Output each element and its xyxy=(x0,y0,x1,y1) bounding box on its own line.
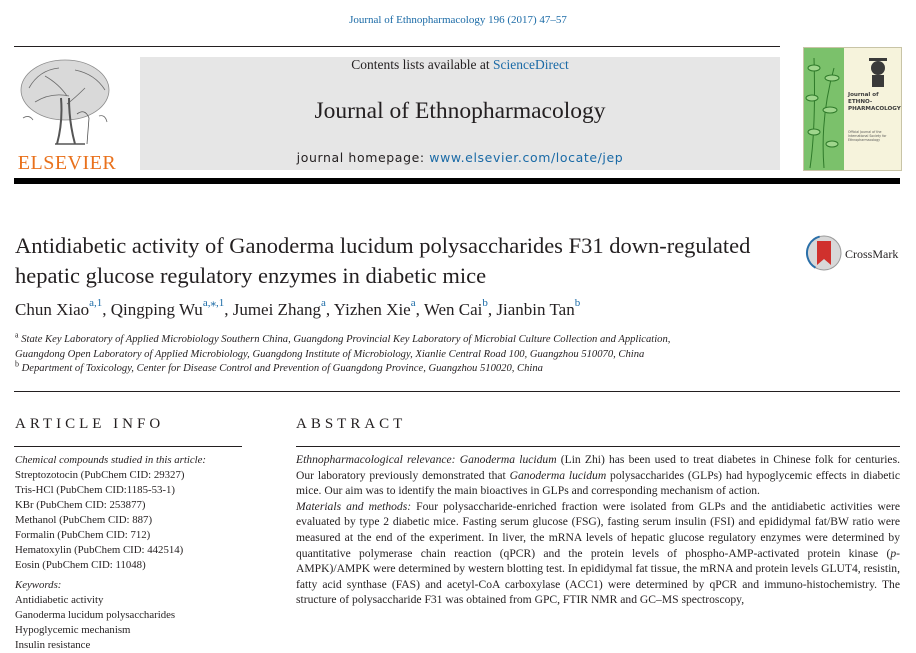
article-info-panel xyxy=(15,453,255,653)
abstract-subheading: Ethnopharmacological relevance: xyxy=(296,453,456,466)
keyword-item: Hypoglycemic mechanism xyxy=(15,624,131,636)
journal-reference[interactable]: Journal of Ethnopharmacology 196 (2017) 47–57 xyxy=(349,14,567,26)
abstract-text: polysaccharides (GLPs) had hypoglycemic effects in diabetic mice. Our aim was to identify the main bioactives in GLPs and corresponding mechanism of action. xyxy=(296,468,901,498)
author-name[interactable]: Yizhen Xie xyxy=(333,300,411,319)
contents-prefix: Contents lists available at xyxy=(351,57,493,72)
abstract-text: -AMPK)/AMPK were determined by western blotting test. In epididymal fat tissue, the mRNA and protein levels GLUT4, resistin, fatty acid synthase (FAS) and acetyl-CoA carboxylase (ACC1) were determined by qPCR and immuno-histochemistry. The structure of polysaccharide F31 was obtained from GPC, FTIR NMR and GC–MS spectroscopy, xyxy=(296,546,900,607)
author-name[interactable]: Wen Cai xyxy=(423,300,483,319)
article-title: Antidiabetic activity of Ganoderma lucidum polysaccharides F31 down-regulated hepatic glucose regulatory enzymes in diabetic mice xyxy=(15,233,751,288)
journal-homepage-link[interactable]: www.elsevier.com/locate/jep xyxy=(429,150,624,165)
author-name[interactable]: Jianbin Tan xyxy=(496,300,575,319)
homepage-line xyxy=(140,150,780,165)
compound-item: Tris-HCl (PubChem CID:1185-53-1) xyxy=(15,484,175,496)
author-affiliation-marker[interactable]: a xyxy=(321,297,326,310)
abstract-body xyxy=(296,452,900,608)
abstract-text: Four polysaccharide-enriched fraction were isolated from GLPs and the antidiabetic activities were evaluated by type 2 diabetic mice. Fasting serum glucose (FSG), fasting serum insulin (FSI) and epididymal fat/BW ratio were measured at the end of the experiment. In liver, the mRNA levels of hepatic glucose regulatory enzymes were determined by quantitative polymerase chain reaction (qPCR) and the protein levels of phospho-AMP-activated protein kinase ( xyxy=(296,499,900,560)
affiliation-b-line1 xyxy=(15,359,543,374)
abstract-paragraph-relevance xyxy=(296,452,900,499)
keyword-item: Insulin resistance xyxy=(15,639,91,651)
author-separator: , xyxy=(325,300,334,319)
author-affiliation-marker[interactable]: a xyxy=(410,297,416,310)
sciencedirect-link[interactable]: ScienceDirect xyxy=(493,57,569,72)
author-separator: , xyxy=(102,300,111,319)
cover-subtitle: Official Journal of the International Society for Ethnopharmacology xyxy=(848,130,887,142)
article-info-rule xyxy=(14,446,242,447)
header-thick-rule xyxy=(14,178,900,184)
author-name[interactable]: Chun Xiao xyxy=(15,300,90,319)
compound-item: Streptozotocin (PubChem CID: 29327) xyxy=(15,469,185,481)
abstract-text: (Lin Zhi) has been used to treat diabetes in Chinese folk for centuries. Our laboratory previously demonstrated that xyxy=(296,453,900,482)
cover-title: Journal of ETHNO-PHARMACOLOGY xyxy=(848,92,901,112)
journal-name: Journal of Ethnopharmacology xyxy=(314,98,606,124)
author-affiliation-marker[interactable]: b xyxy=(574,297,581,310)
compound-item: Methanol (PubChem CID: 887) xyxy=(15,514,153,526)
crossmark-label: CrossMark xyxy=(845,247,899,261)
top-rule xyxy=(14,46,780,47)
author-separator: , xyxy=(487,300,497,319)
abstract-subheading: Materials and methods: xyxy=(296,499,412,513)
journal-masthead xyxy=(140,57,780,170)
abstract-italic-p: p xyxy=(890,546,897,560)
species-name: Ganoderma lucidum xyxy=(509,468,607,482)
crossmark-badge[interactable] xyxy=(805,233,905,273)
author-affiliation-marker[interactable]: b xyxy=(482,297,488,310)
elsevier-logo[interactable] xyxy=(15,58,119,174)
author-name[interactable]: Jumei Zhang xyxy=(232,300,321,319)
species-name: Ganoderma lucidum xyxy=(459,453,557,466)
compounds-label: Chemical compounds studied in this article: xyxy=(15,454,207,466)
compound-item: KBr (PubChem CID: 253877) xyxy=(15,499,146,511)
compound-item: Eosin (PubChem CID: 11048) xyxy=(15,559,146,571)
compound-item: Formalin (PubChem CID: 712) xyxy=(15,529,151,541)
affiliation-marker: b xyxy=(15,359,19,369)
keyword-item: Antidiabetic activity xyxy=(15,594,104,606)
article-info-heading: ARTICLE INFO xyxy=(15,416,165,432)
affiliation-marker: a xyxy=(15,330,19,340)
elsevier-wordmark: ELSEVIER xyxy=(17,152,117,174)
affiliation-text: Department of Toxicology, Center for Disease Control and Prevention of Guangdong Province, Guangzhou 510020, China xyxy=(21,363,543,374)
elsevier-tree-icon xyxy=(15,58,119,150)
journal-cover-thumbnail[interactable] xyxy=(803,47,902,171)
author-name[interactable]: Qingping Wu xyxy=(110,300,203,319)
homepage-prefix: journal homepage: xyxy=(296,150,430,165)
author-separator: , xyxy=(415,300,424,319)
author-affiliation-marker[interactable]: a,⁎,1 xyxy=(202,297,225,310)
author-affiliation-marker[interactable]: a,1 xyxy=(89,297,103,310)
section-divider xyxy=(14,391,900,392)
compound-item: Hematoxylin (PubChem CID: 442514) xyxy=(15,544,184,556)
abstract-paragraph-methods xyxy=(296,499,900,608)
contents-line xyxy=(140,57,780,73)
keywords-label: Keywords: xyxy=(15,579,62,591)
crossmark-icon xyxy=(805,233,843,273)
abstract-rule xyxy=(296,446,900,447)
affiliation-text: State Key Laboratory of Applied Microbiology Southern China, Guangdong Provincial Key Laboratory of Microbial Culture Collection and Application, xyxy=(21,334,671,345)
affiliation-a-line1 xyxy=(15,330,671,345)
author-separator: , xyxy=(224,300,233,319)
keyword-item: Ganoderma lucidum polysaccharides xyxy=(15,609,176,621)
author-list xyxy=(15,297,581,320)
abstract-heading: ABSTRACT xyxy=(296,416,407,432)
affiliation-a-line2: Guangdong Open Laboratory of Applied Microbiology, Guangdong Institute of Microbiology, Xianlie Central Road 100, Guangzhou 510070, China xyxy=(15,349,645,360)
